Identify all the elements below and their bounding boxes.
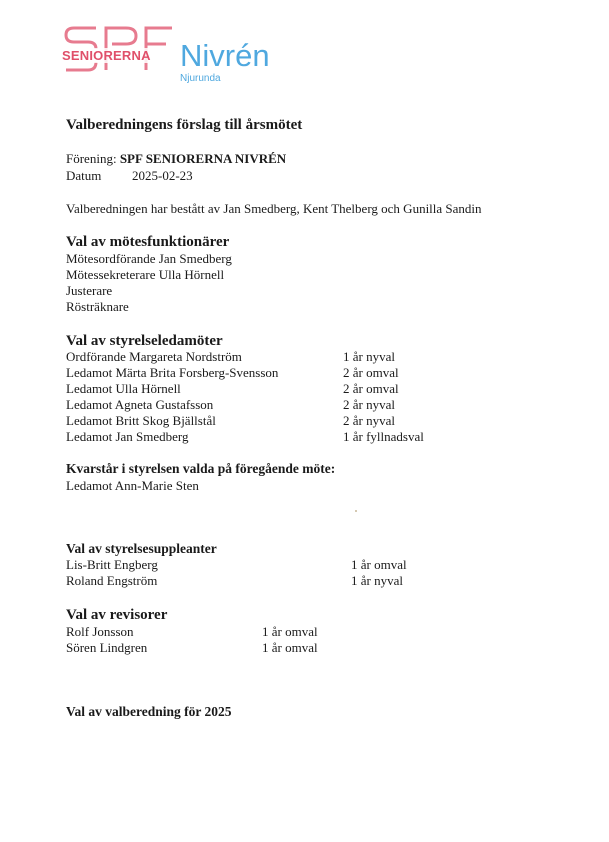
table-row-term: 2 år nyval bbox=[343, 413, 395, 428]
table-row-name: Ledamot Märta Brita Forsberg-Svensson bbox=[66, 365, 279, 380]
list-item: Mötessekreterare Ulla Hörnell bbox=[66, 267, 225, 282]
table-row-name: Sören Lindgren bbox=[66, 640, 148, 655]
list-item: Justerare bbox=[66, 283, 113, 298]
suppleanter-heading: Val av styrelsesuppleanter bbox=[66, 541, 217, 556]
spf-logo bbox=[62, 22, 292, 82]
datum-label: Datum bbox=[66, 168, 102, 183]
revisorer-heading: Val av revisorer bbox=[66, 607, 168, 623]
datum-value: 2025-02-23 bbox=[132, 168, 193, 183]
forening-label: Förening: bbox=[66, 151, 117, 166]
table-row-name: Ledamot Ulla Hörnell bbox=[66, 381, 181, 396]
valberedning-heading: Val av valberedning för 2025 bbox=[66, 704, 232, 719]
table-row-term: 1 år fyllnadsval bbox=[343, 429, 424, 444]
table-row-term: 2 år nyval bbox=[343, 397, 395, 412]
paper-speck bbox=[355, 510, 357, 512]
table-row-term: 1 år omval bbox=[262, 640, 318, 655]
list-item: Rösträknare bbox=[66, 299, 129, 314]
table-row-term: 2 år omval bbox=[343, 365, 399, 380]
table-row-name: Rolf Jonsson bbox=[66, 624, 134, 639]
table-row-term: 1 år omval bbox=[262, 624, 318, 639]
table-row-term: 2 år omval bbox=[343, 381, 399, 396]
table-row-name: Roland Engström bbox=[66, 573, 158, 588]
table-row-name: Ledamot Agneta Gustafsson bbox=[66, 397, 214, 412]
forening-value: SPF SENIORERNA NIVRÉN bbox=[119, 151, 287, 166]
logo-name: Nivrén bbox=[180, 38, 270, 73]
forening-line bbox=[66, 151, 286, 167]
intro-text: Valberedningen har bestått av Jan Smedberg, Kent Thelberg och Gunilla Sandin bbox=[66, 201, 482, 216]
logo-brand-text: SENIORERNA bbox=[62, 48, 151, 63]
list-item: Mötesordförande Jan Smedberg bbox=[66, 251, 232, 266]
table-row-name: Ordförande Margareta Nordström bbox=[66, 349, 242, 364]
list-item: Ledamot Ann-Marie Sten bbox=[66, 478, 199, 493]
document-title: Valberedningens förslag till årsmötet bbox=[66, 117, 303, 133]
kvarstar-heading: Kvarstår i styrelsen valda på föregående möte: bbox=[66, 461, 336, 476]
table-row-term: 1 år nyval bbox=[343, 349, 395, 364]
table-row-term: 1 år omval bbox=[351, 557, 407, 572]
logo-place: Njurunda bbox=[180, 73, 221, 84]
table-row-term: 1 år nyval bbox=[351, 573, 403, 588]
styrelseledamoter-heading: Val av styrelseledamöter bbox=[66, 333, 223, 349]
table-row-name: Lis-Britt Engberg bbox=[66, 557, 158, 572]
table-row-name: Ledamot Jan Smedberg bbox=[66, 429, 189, 444]
motesfunktionarer-heading: Val av mötesfunktionärer bbox=[66, 234, 230, 250]
table-row-name: Ledamot Britt Skog Bjällstål bbox=[66, 413, 216, 428]
